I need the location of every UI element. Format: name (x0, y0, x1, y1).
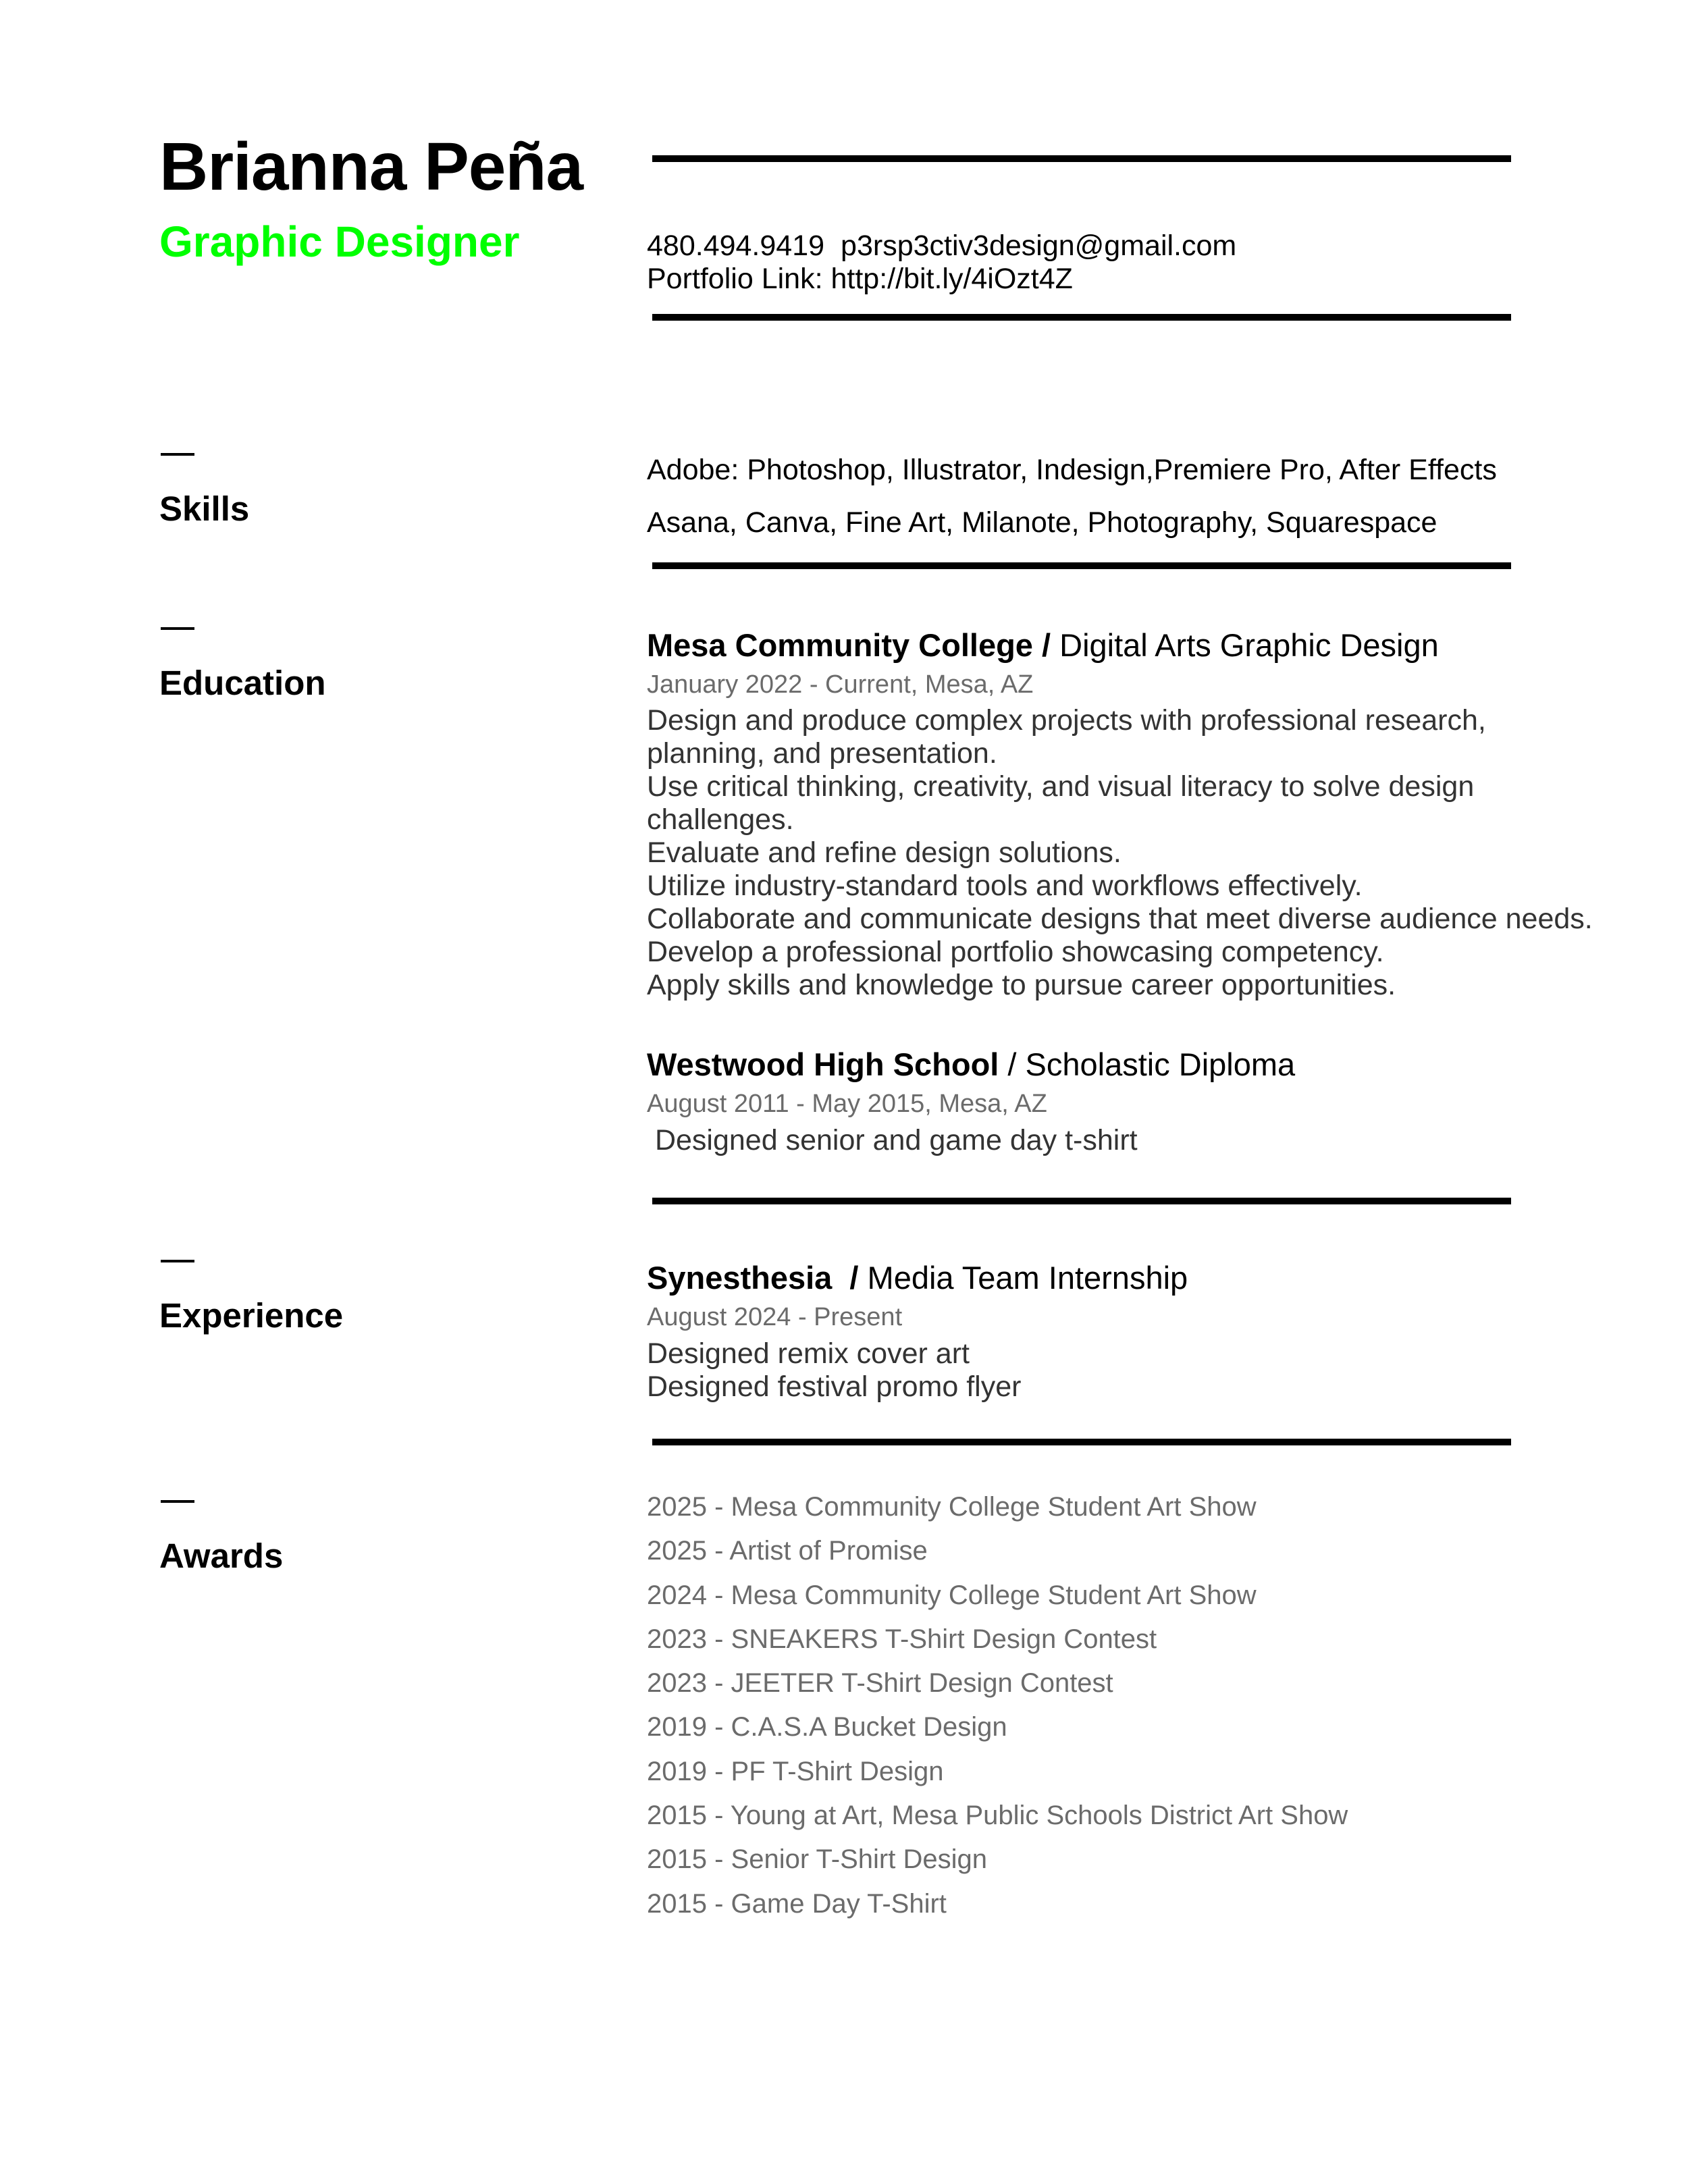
school-name: Westwood High School (647, 1046, 999, 1082)
description-line: Collaborate and communicate designs that meet diverse audience needs. (647, 903, 1593, 935)
experience-entry-title (647, 1260, 1188, 1296)
experience-description (647, 1337, 1021, 1404)
school-name: Mesa Community College / (647, 627, 1051, 663)
award-item: 2019 - PF T-Shirt Design (647, 1756, 944, 1786)
description-line: Designed senior and game day t-shirt (647, 1124, 1138, 1156)
section-title-skills: Skills (159, 489, 250, 528)
description-line: Designed festival promo flyer (647, 1370, 1022, 1403)
education-rule (652, 1198, 1511, 1204)
awards-list (647, 1485, 1348, 1926)
award-item: 2023 - JEETER T-Shirt Design Contest (647, 1668, 1113, 1699)
education-meta: January 2022 - Current, Mesa, AZ (647, 670, 1034, 699)
section-title-experience: Experience (159, 1296, 344, 1335)
email-address[interactable]: p3rsp3ctiv3design@gmail.com (841, 230, 1237, 262)
section-title-education: Education (159, 664, 326, 702)
job-title: Graphic Designer (159, 217, 520, 266)
education-description (647, 1124, 1138, 1157)
education-description (647, 704, 1593, 1002)
degree-name: Digital Arts Graphic Design (1051, 627, 1439, 663)
description-line: Design and produce complex projects with professional research, (647, 704, 1486, 737)
award-item: 2025 - Mesa Community College Student Art Show (647, 1492, 1257, 1522)
degree-name: / Scholastic Diploma (999, 1046, 1296, 1082)
award-item: 2024 - Mesa Community College Student Art Show (647, 1580, 1257, 1610)
award-item: 2023 - SNEAKERS T-Shirt Design Contest (647, 1624, 1157, 1654)
header-top-rule (652, 155, 1511, 162)
skills-line-2: Asana, Canva, Fine Art, Milanote, Photography, Squarespace (647, 506, 1438, 539)
experience-meta: August 2024 - Present (647, 1303, 903, 1331)
experience-dash (161, 1260, 194, 1262)
education-meta: August 2011 - May 2015, Mesa, AZ (647, 1090, 1047, 1118)
description-line: Utilize industry-standard tools and workflows effectively. (647, 870, 1363, 902)
experience-rule (652, 1439, 1511, 1445)
award-item: 2019 - C.A.S.A Bucket Design (647, 1712, 1007, 1742)
skills-rule (652, 562, 1511, 569)
education-dash (161, 627, 194, 630)
award-item: 2015 - Senior T-Shirt Design (647, 1844, 987, 1875)
skills-dash (161, 453, 194, 456)
description-line: Use critical thinking, creativity, and visual literacy to solve design (647, 770, 1475, 803)
description-line: Evaluate and refine design solutions. (647, 836, 1122, 869)
skills-line-1: Adobe: Photoshop, Illustrator, Indesign,Premiere Pro, After Effects (647, 454, 1497, 486)
description-line: Designed remix cover art (647, 1337, 970, 1370)
phone-number[interactable]: 480.494.9419 (647, 230, 825, 262)
description-line: Develop a professional portfolio showcasing competency. (647, 936, 1384, 968)
candidate-name: Brianna Peña (159, 129, 583, 205)
company-name: Synesthesia / (647, 1260, 859, 1296)
awards-dash (161, 1500, 194, 1503)
award-item: 2015 - Game Day T-Shirt (647, 1888, 947, 1919)
header-bottom-rule (652, 314, 1511, 321)
description-line: Apply skills and knowledge to pursue career opportunities. (647, 969, 1396, 1001)
award-item: 2015 - Young at Art, Mesa Public Schools District Art Show (647, 1801, 1348, 1831)
position-name: Media Team Internship (858, 1260, 1188, 1296)
description-line: challenges. (647, 803, 794, 836)
description-line: planning, and presentation. (647, 737, 997, 770)
contact-line (647, 230, 1236, 263)
section-title-awards: Awards (159, 1537, 284, 1575)
portfolio-link[interactable]: Portfolio Link: http://bit.ly/4iOzt4Z (647, 263, 1073, 295)
education-entry-title (647, 1046, 1295, 1083)
education-entry-title (647, 627, 1439, 664)
award-item: 2025 - Artist of Promise (647, 1536, 928, 1566)
